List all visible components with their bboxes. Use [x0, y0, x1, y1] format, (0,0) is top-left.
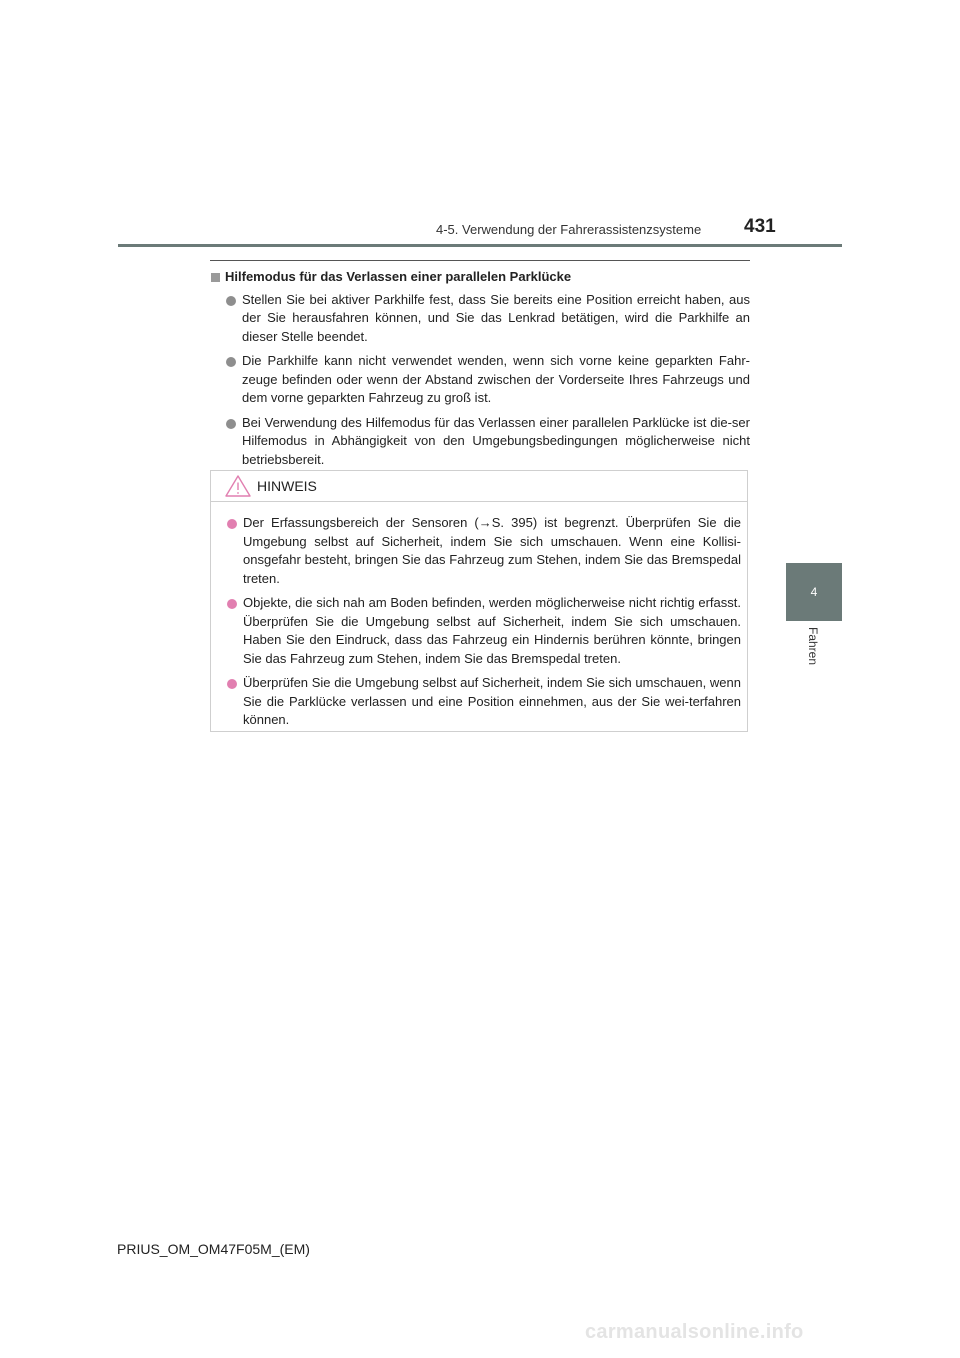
chapter-title: 4-5. Verwendung der Fahrerassistenzsysteme	[436, 222, 702, 237]
list-item	[210, 414, 750, 470]
list-item-text: Objekte, die sich nah am Boden befinden, werden möglicherweise nicht richtig erfasst. Überprüfen Sie die Umgebung selbst auf Sicherheit, indem Sie sich umschauen. Haben Sie den Eindruck, dass das Fahrzeug ein Hindernis berühren könnte, bringen Sie das Fahrzeug zum Stehen, indem Sie das Bremspedal treten.	[243, 595, 741, 666]
notice-header	[211, 471, 747, 502]
list-item-text: Überprüfen Sie die Umgebung selbst auf Sicherheit, indem Sie sich umschauen, wenn Sie die Parklücke verlassen und eine Position einnehmen, aus der Sie wei-terfahren können.	[243, 675, 741, 727]
section	[210, 268, 750, 475]
section-heading-text: Hilfemodus für das Verlassen einer parallelen Parklücke	[225, 269, 572, 284]
list-item-text: Stellen Sie bei aktiver Parkhilfe fest, dass Sie bereits eine Position erreicht haben, aus der Sie herausfahren können, und Sie das Lenkrad betätigen, wird die Parkhilfe an dieser Stelle beendet.	[242, 291, 750, 344]
bullet-dot-icon	[226, 357, 236, 367]
notice-box	[210, 470, 748, 732]
list-item	[227, 674, 741, 730]
list-item	[227, 514, 741, 588]
watermark: carmanualsonline.info	[585, 1321, 804, 1343]
list-item-text: Der Erfassungsbereich der Sensoren (→S. 395) ist begrenzt. Überprüfen Sie die Umgebung selbst auf Sicherheit, indem Sie sich umschauen. Wenn eine Kollisi-onsgefahr besteht, bringen Sie das Fahrzeug zum Stehen, indem Sie das Bremspedal treten.	[243, 515, 741, 586]
bullet-dot-icon	[227, 599, 237, 609]
notice-body	[211, 502, 747, 730]
bullet-dot-icon	[226, 296, 236, 306]
list-item	[227, 594, 741, 668]
page-number: 431	[744, 216, 776, 237]
bullet-dot-icon	[227, 519, 237, 529]
list-item	[210, 352, 750, 408]
list-item	[210, 291, 750, 347]
warning-triangle-icon	[225, 475, 251, 497]
header-rule	[118, 244, 842, 247]
list-item-text: Die Parkhilfe kann nicht verwendet wenden, wenn sich vorne keine geparkten Fahr-zeuge befinden oder wenn der Abstand zwischen der Vorderseite Ihres Fahrzeugs und dem vorne geparkten Fahrzeug zu groß ist.	[242, 353, 750, 405]
list-item-text: Bei Verwendung des Hilfemodus für das Verlassen einer parallelen Parklücke ist die-ser Hilfemodus in Abhängigkeit von den Umgebungsbedingungen möglicherweise nicht betriebsbereit.	[242, 414, 750, 467]
section-heading	[210, 268, 750, 287]
section-rule	[210, 260, 750, 261]
square-bullet-icon	[211, 273, 220, 282]
bullet-dot-icon	[226, 419, 236, 429]
chapter-tab: 4	[786, 563, 842, 621]
chapter-tab-label: Fahren	[806, 627, 820, 666]
notice-title: HINWEIS	[257, 478, 317, 494]
bullet-dot-icon	[227, 679, 237, 689]
document-code: PRIUS_OM_OM47F05M_(EM)	[117, 1241, 310, 1257]
